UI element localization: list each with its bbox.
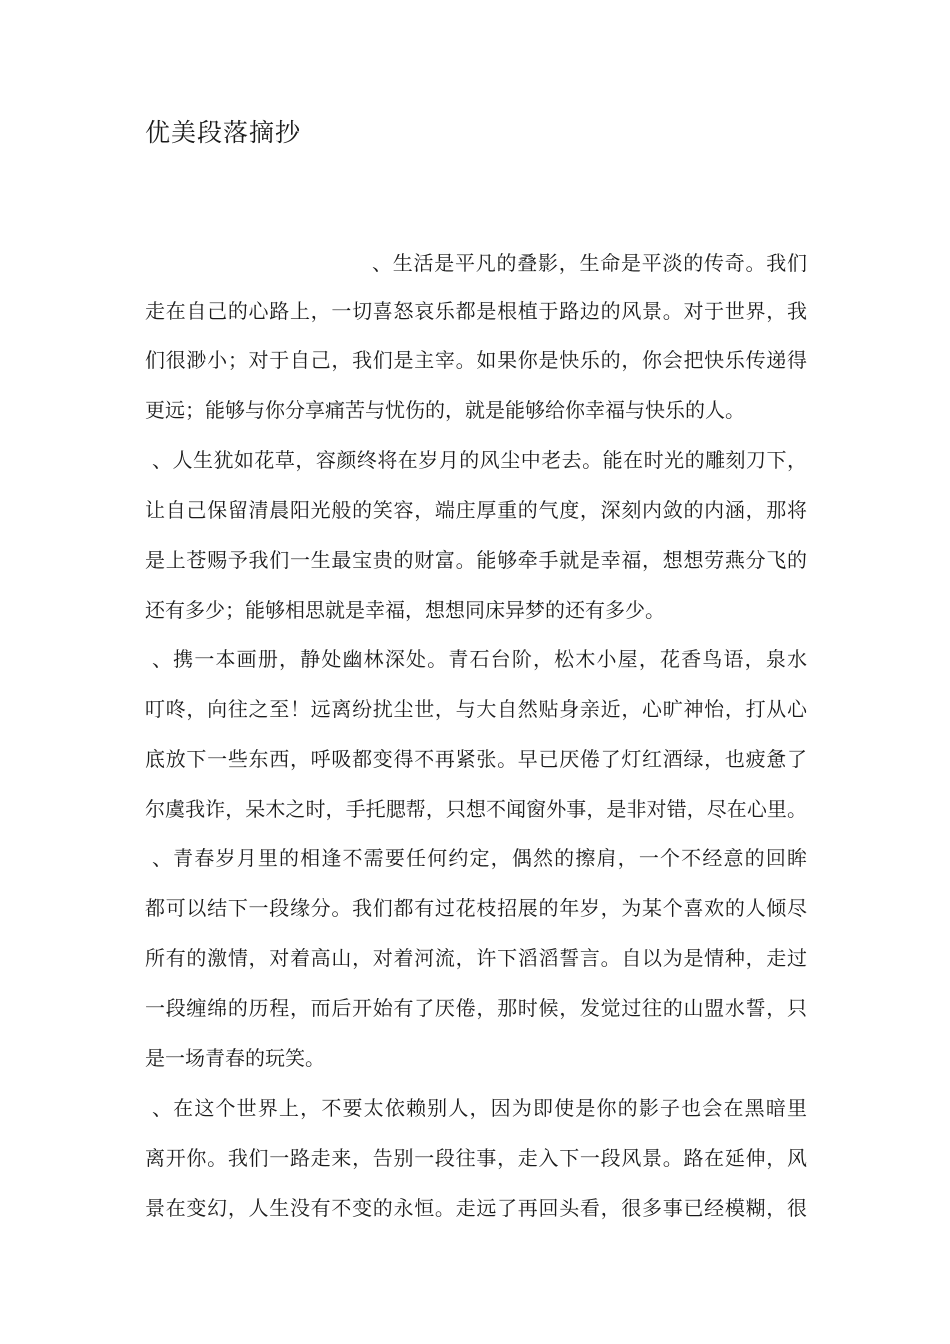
- text-line: 是一场青春的玩笑。: [145, 1046, 325, 1070]
- text-line: 、人生犹如花草，容颜终将在岁月的风尘中老去。能在时光的雕刻刀下，: [152, 448, 807, 472]
- text-line: 还有多少；能够相思就是幸福，想想同床异梦的还有多少。: [145, 598, 665, 622]
- text-line: 们很渺小；对于自己，我们是主宰。如果你是快乐的，你会把快乐传递得: [145, 348, 807, 372]
- text-line: 一段缠绵的历程，而后开始有了厌倦，那时候，发觉过往的山盟水誓，只: [145, 996, 807, 1020]
- text-line: 、在这个世界上，不要太依赖别人，因为即使是你的影子也会在黑暗里: [152, 1096, 807, 1120]
- text-line: 离开你。我们一路走来，告别一段往事，走入下一段风景。路在延伸，风: [145, 1146, 807, 1170]
- text-line: 叮咚，向往之至！远离纷扰尘世，与大自然贴身亲近，心旷神怡，打从心: [145, 697, 807, 721]
- text-line: 底放下一些东西，呼吸都变得不再紧张。早已厌倦了灯红酒绿，也疲惫了: [145, 747, 807, 771]
- text-line: 让自己保留清晨阳光般的笑容，端庄厚重的气度，深刻内敛的内涵，那将: [145, 498, 807, 522]
- text-line: 是上苍赐予我们一生最宝贵的财富。能够牵手就是幸福，想想劳燕分飞的: [145, 548, 807, 572]
- text-line: 尔虞我诈，呆木之时，手托腮帮，只想不闻窗外事，是非对错，尽在心里。: [145, 797, 807, 821]
- text-line: 更远；能够与你分享痛苦与忧伤的，就是能够给你幸福与快乐的人。: [145, 398, 745, 422]
- text-line: 、生活是平凡的叠影，生命是平淡的传奇。我们: [372, 251, 807, 275]
- text-line: 、青春岁月里的相逢不需要任何约定，偶然的擦肩，一个不经意的回眸: [152, 846, 807, 870]
- text-line: 都可以结下一段缘分。我们都有过花枝招展的年岁，为某个喜欢的人倾尽: [145, 896, 807, 920]
- document-title: 优美段落摘抄: [145, 118, 302, 147]
- text-line: 景在变幻，人生没有不变的永恒。走远了再回头看，很多事已经模糊，很: [145, 1196, 807, 1220]
- text-line: 走在自己的心路上，一切喜怒哀乐都是根植于路边的风景。对于世界，我: [145, 299, 807, 323]
- text-line: 、携一本画册，静处幽林深处。青石台阶，松木小屋，花香鸟语，泉水: [152, 647, 807, 671]
- text-line: 所有的激情，对着高山，对着河流，许下滔滔誓言。自以为是情种，走过: [145, 946, 807, 970]
